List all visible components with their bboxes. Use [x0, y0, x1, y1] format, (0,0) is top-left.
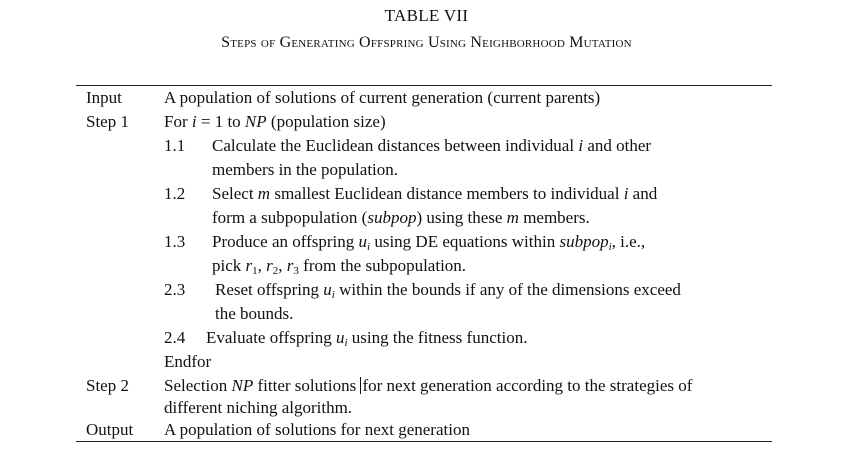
s13-sep1: , — [257, 256, 267, 275]
step1-for-line — [164, 111, 386, 133]
substep-1-3-text2 — [212, 255, 466, 277]
s24-post: using the fitness function. — [347, 328, 528, 347]
s23-pre: Reset offspring — [215, 280, 324, 299]
row-text-output: A population of solutions for next generation — [164, 420, 470, 439]
s11-var-i: i — [578, 136, 584, 155]
step2-var-np: NP — [231, 376, 254, 395]
substep-number-1-2: 1.2 — [164, 184, 186, 203]
substep-1-3-text1 — [212, 231, 645, 253]
s13-sub-1: 1 — [252, 265, 258, 277]
substep-1-1-text2: members in the population. — [212, 160, 399, 179]
s13-pre: Produce an offspring — [212, 232, 359, 251]
s13-var-r2: r — [266, 256, 273, 275]
s13-var-u: u — [358, 232, 368, 251]
row-label-output: Output — [86, 420, 134, 439]
s12-l2-post: members. — [518, 208, 590, 227]
s13-var-subpop: subpop — [559, 232, 609, 251]
step2-post: for next generation according to the strategies of — [362, 376, 693, 395]
substep-1-2-text1 — [212, 183, 657, 205]
for-mid: = 1 to — [196, 112, 245, 131]
s12-l2-var-m: m — [506, 208, 519, 227]
s12-var-subpop: subpop — [367, 208, 417, 227]
table-bottom-rule — [76, 441, 772, 442]
step2-mid: fitter solutions — [253, 376, 361, 395]
table-number: TABLE VII — [384, 6, 469, 25]
s12-post: and — [628, 184, 658, 203]
substep-number-1-3: 1.3 — [164, 232, 186, 251]
row-label-input: Input — [86, 88, 122, 107]
s13-var-r3: r — [286, 256, 294, 275]
s12-var-m: m — [257, 184, 271, 203]
s23-post: within the bounds if any of the dimensions exceed — [334, 280, 681, 299]
s13-l2-post: from the subpopulation. — [298, 256, 467, 275]
s12-pre: Select — [212, 184, 258, 203]
s13-post: , i.e., — [611, 232, 646, 251]
s13-var-u-sub: i — [367, 241, 371, 253]
s24-var-u: u — [335, 328, 345, 347]
s13-sub-2: 2 — [272, 265, 279, 277]
table-title: Steps of Generating Offspring Using Neighborhood Mutation — [221, 34, 632, 51]
s13-mid: using DE equations within — [370, 232, 560, 251]
s23-var-u-sub: i — [331, 289, 335, 301]
s23-var-u: u — [323, 280, 332, 299]
substep-number-2-3: 2.3 — [164, 280, 186, 299]
s11-post: and other — [583, 136, 652, 155]
row-label-step1: Step 1 — [86, 112, 129, 131]
for-post: (population size) — [266, 112, 386, 131]
substep-2-3-text1 — [215, 279, 681, 301]
s13-sep2: , — [278, 256, 287, 275]
s12-mid: smallest Euclidean distance members to individual — [270, 184, 624, 203]
substep-1-1-text1 — [212, 135, 651, 157]
endfor-text: Endfor — [164, 352, 212, 371]
step2-pre: Selection — [164, 376, 232, 395]
s24-pre: Evaluate offspring — [206, 328, 336, 347]
substep-2-3-text2: the bounds. — [215, 304, 294, 323]
row-text-input: A population of solutions of current generation (current parents) — [164, 88, 601, 107]
s24-var-u-sub: i — [344, 337, 348, 349]
for-var-i: i — [191, 112, 197, 131]
table-top-rule — [76, 85, 772, 86]
for-pre: For — [164, 112, 192, 131]
substep-2-4-text — [206, 327, 527, 349]
row-label-step2: Step 2 — [86, 376, 129, 395]
s13-var-r1: r — [245, 256, 253, 275]
s13-sub-3: 3 — [293, 265, 299, 277]
s12-var-i: i — [623, 184, 629, 203]
step2-text1 — [164, 375, 692, 397]
s12-l2-mid: ) using these — [416, 208, 507, 227]
for-var-np: NP — [244, 112, 267, 131]
s11-pre: Calculate the Euclidean distances between individual — [212, 136, 579, 155]
s13-var-subpop-sub: i — [608, 241, 612, 253]
substep-number-2-4: 2.4 — [164, 328, 186, 347]
step2-text2: different niching algorithm. — [164, 398, 353, 417]
substep-number-1-1: 1.1 — [164, 136, 186, 155]
substep-1-2-text2 — [212, 207, 590, 229]
s12-l2-pre: form a subpopulation ( — [212, 208, 368, 227]
s13-l2-pre: pick — [212, 256, 246, 275]
